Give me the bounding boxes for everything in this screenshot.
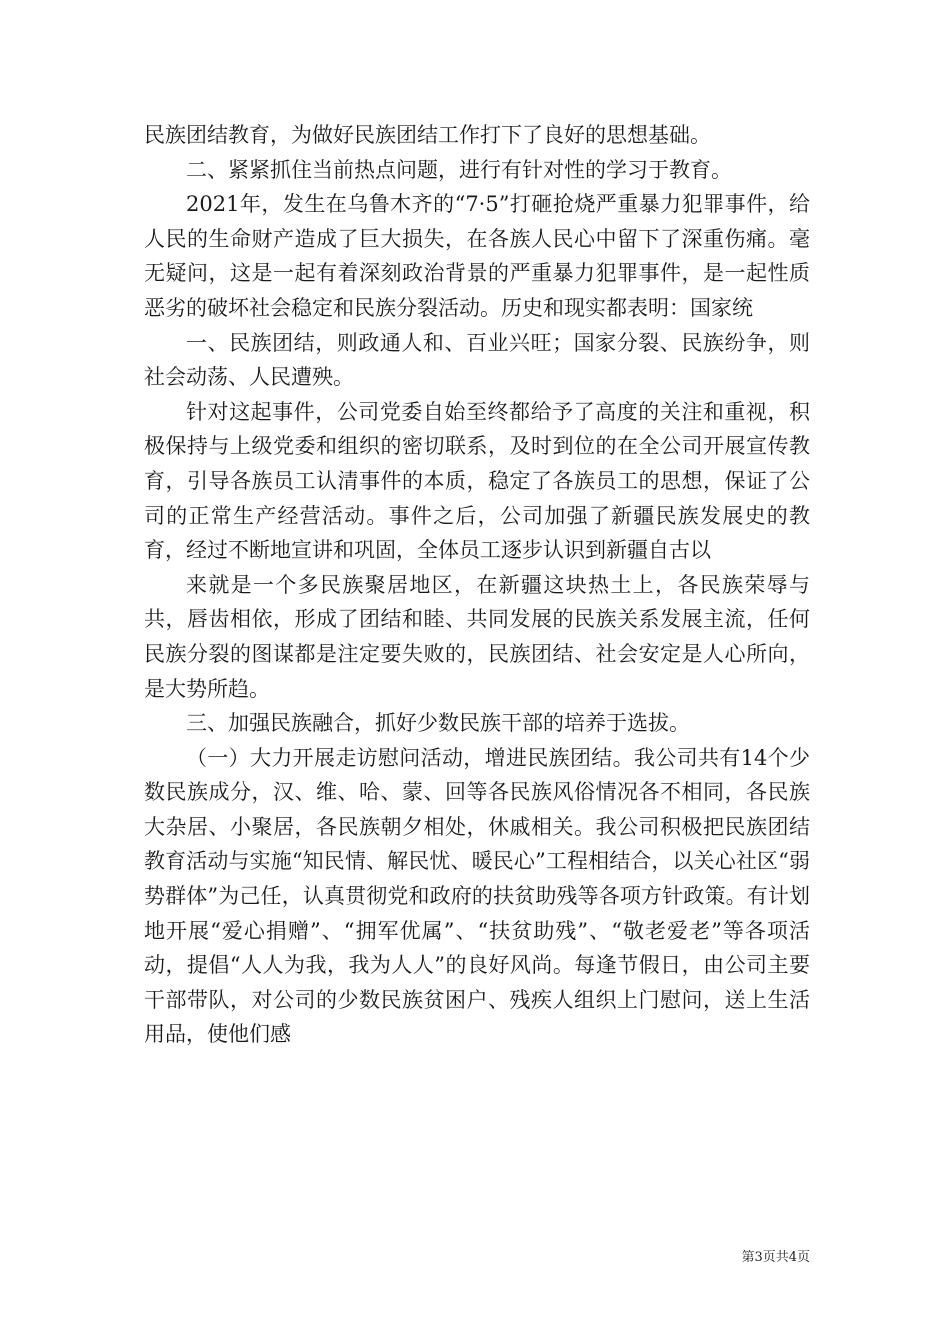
paragraph-unity: 一、民族团结，则政通人和、百业兴旺；国家分裂、民族纷争，则社会动荡、人民遭殃。 — [144, 330, 810, 390]
section-heading-2: 二、紧紧抓住当前热点问题，进行有针对性的学习于教育。 — [186, 157, 732, 182]
paragraph-event: 2021年，发生在乌鲁木齐的“7·5”打砸抢烧严重暴力犯罪事件，给人民的生命财产造成了巨大损失，在各族人民心中留下了深重伤痛。毫无疑问，这是一起有着深刻政治背景的严重暴力犯罪事件，是一起性质恶劣的破坏社会稳定和民族分裂活动。历史和现实都表明：国家统 — [144, 192, 810, 320]
paragraph-continuation: 民族团结教育，为做好民族团结工作打下了良好的思想基础。 — [144, 123, 711, 147]
paragraph-history: 来就是一个多民族聚居地区，在新疆这块热土上，各民族荣辱与共，唇齿相依，形成了团结和睦、共同发展的民族关系发展主流，任何民族分裂的图谋都是注定要失败的，民族团结、社会安定是人心所向，是大势所趋。 — [144, 572, 810, 701]
document-body — [144, 118, 810, 1052]
paragraph-response: 针对这起事件，公司党委自始至终都给予了高度的关注和重视，积极保持与上级党委和组织的密切联系，及时到位的在全公司开展宣传教育，引导各族员工认清事件的本质，稳定了各族员工的思想，保证了公司的正常生产经营活动。事件之后，公司加强了新疆民族发展史的教育，经过不断地宣讲和巩固，全体员工逐步认识到新疆自古以 — [144, 399, 810, 563]
page-number: 第3页共4页 — [741, 1250, 810, 1265]
section-heading-3: 三、加强民族融合，抓好少数民族干部的培养于选拔。 — [186, 711, 690, 736]
paragraph-visits: （一）大力开展走访慰问活动，增进民族团结。我公司共有14个少数民族成分，汉、维、哈、蒙、回等各民族风俗情况各不相同，各民族大杂居、小聚居，各民族朝夕相处，休戚相关。我公司积极把民族团结教育活动与实施“知民情、解民忧、暖民心”工程相结合，以关心社区“弱势群体”为己任，认真贯彻党和政府的扶贫助残等各项方针政策。有计划地开展“爱心捐赠”、“拥军优属”、“扶贫助残”、“敬老爱老”等各项活动，提倡“人人为我，我为人人”的良好风尚。每逢节假日，由公司主要干部带队，对公司的少数民族贫困户、残疾人组织上门慰问，送上生活用品，使他们感 — [144, 745, 810, 1047]
